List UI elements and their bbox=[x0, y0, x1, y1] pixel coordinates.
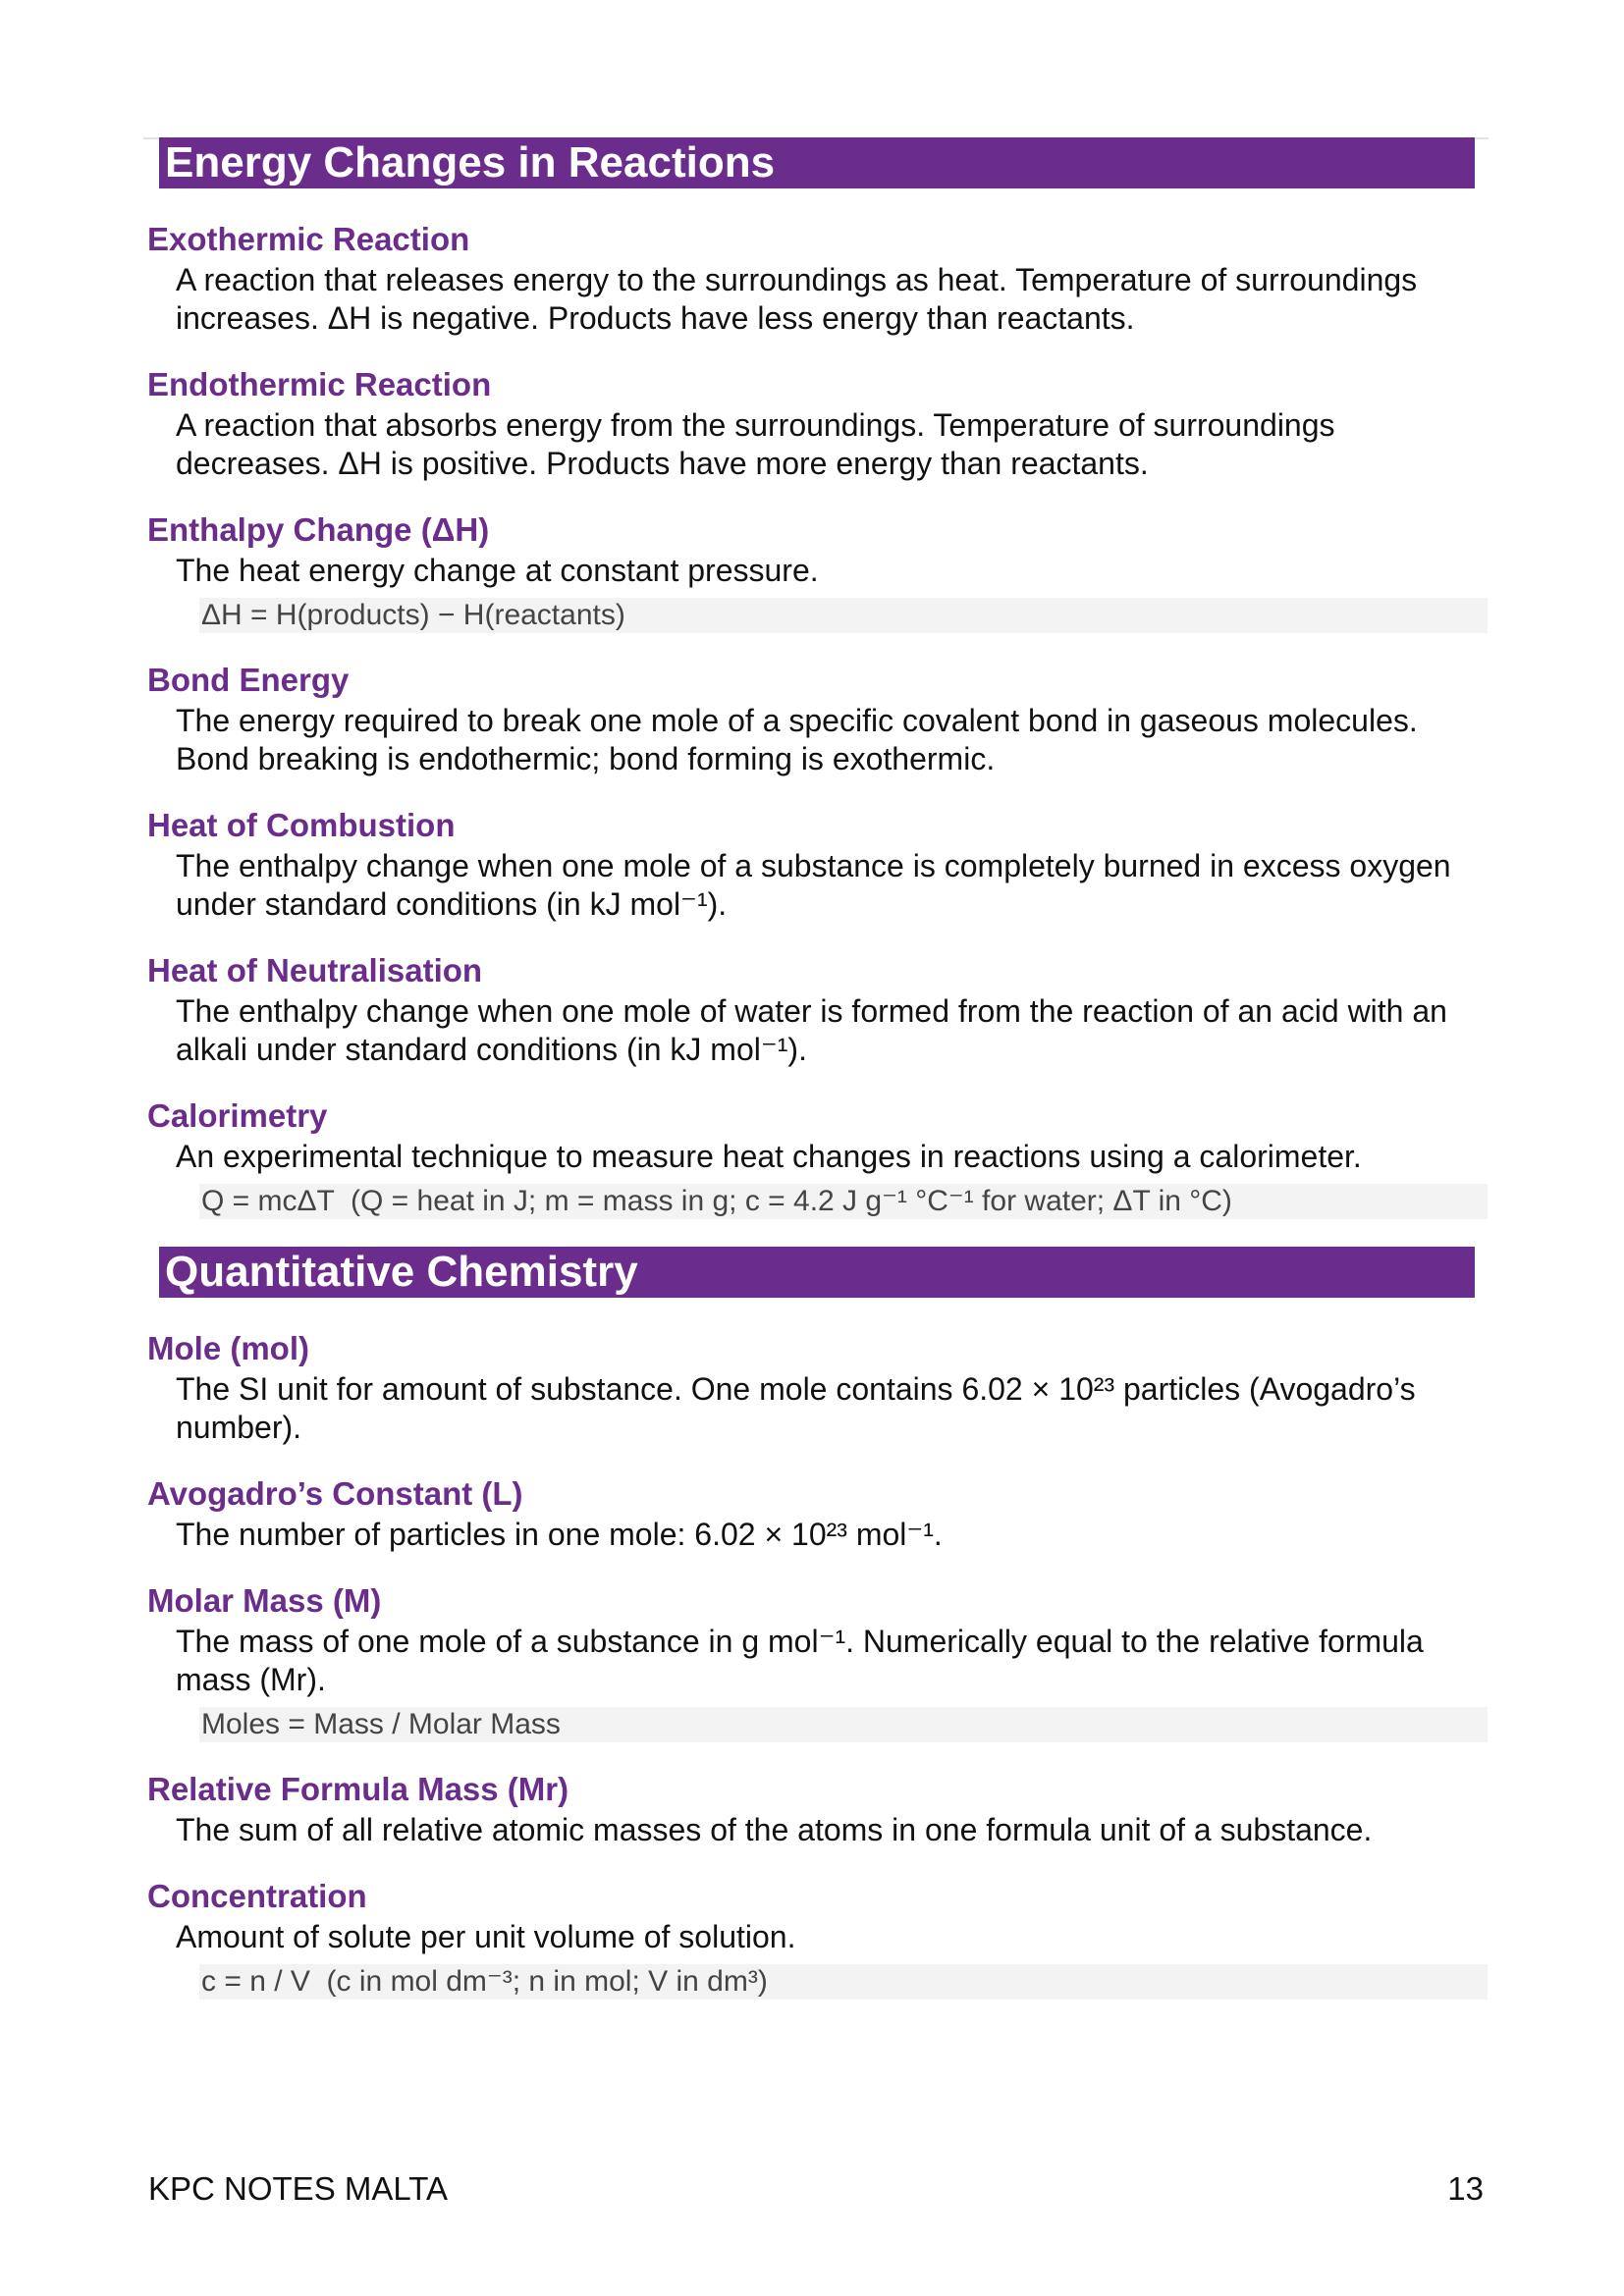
entry-term: Exothermic Reaction bbox=[147, 221, 470, 257]
section-energy-changes bbox=[147, 137, 1488, 1219]
entry-definition: The enthalpy change when one mole of water is formed from the reaction of an acid with an alkali under standard conditions (in kJ mol⁻¹). bbox=[176, 993, 1447, 1067]
entry-term: Enthalpy Change (ΔH) bbox=[147, 511, 490, 548]
entry-formula: ΔH = H(products) − H(reactants) bbox=[199, 598, 1488, 633]
entry-heat-of-neutralisation bbox=[147, 951, 1488, 1069]
entry-list bbox=[147, 220, 1488, 1219]
entry-term: Endothermic Reaction bbox=[147, 366, 492, 402]
entry-list bbox=[147, 1329, 1488, 2000]
entry-calorimetry bbox=[147, 1096, 1488, 1219]
entry-definition: The heat energy change at constant pressure. bbox=[176, 553, 819, 588]
entry-term: Bond Energy bbox=[147, 662, 350, 698]
entry-definition: A reaction that absorbs energy from the surroundings. Temperature of surroundings decreases. ΔH is positive. Products have more energy than reactants. bbox=[176, 407, 1335, 481]
entry-mole bbox=[147, 1329, 1488, 1447]
entry-definition: The sum of all relative atomic masses of the atoms in one formula unit of a substance. bbox=[176, 1812, 1373, 1847]
page-content bbox=[147, 137, 1488, 2027]
entry-exothermic bbox=[147, 220, 1488, 338]
section-title: Energy Changes in Reactions bbox=[159, 137, 1475, 188]
entry-term: Calorimetry bbox=[147, 1097, 328, 1134]
entry-term: Heat of Combustion bbox=[147, 807, 456, 843]
entry-bond-energy bbox=[147, 661, 1488, 778]
entry-definition: A reaction that releases energy to the surroundings as heat. Temperature of surroundings increases. ΔH is negative. Products have less energy than reactants. bbox=[176, 262, 1418, 336]
entry-term: Avogadro’s Constant (L) bbox=[147, 1475, 523, 1512]
entry-term: Molar Mass (M) bbox=[147, 1582, 382, 1619]
entry-definition: Amount of solute per unit volume of solution. bbox=[176, 1919, 796, 1954]
entry-avogadro-constant bbox=[147, 1474, 1488, 1554]
entry-term: Mole (mol) bbox=[147, 1330, 309, 1366]
entry-definition: The energy required to break one mole of a specific covalent bond in gaseous molecules. Bond breaking is endothermic; bond forming is exothermic. bbox=[176, 703, 1418, 776]
entry-term: Relative Formula Mass (Mr) bbox=[147, 1771, 569, 1807]
entry-heat-of-combustion bbox=[147, 806, 1488, 924]
entry-enthalpy-change bbox=[147, 510, 1488, 633]
entry-definition: The number of particles in one mole: 6.02 × 10²³ mol⁻¹. bbox=[176, 1517, 943, 1552]
entry-concentration bbox=[147, 1877, 1488, 2000]
section-title: Quantitative Chemistry bbox=[159, 1247, 1475, 1298]
section-quantitative-chemistry bbox=[147, 1247, 1488, 2000]
entry-definition: The mass of one mole of a substance in g mol⁻¹. Numerically equal to the relative formula mass (Mr). bbox=[176, 1624, 1424, 1697]
page-number: 13 bbox=[1447, 2170, 1484, 2207]
entry-definition: An experimental technique to measure heat changes in reactions using a calorimeter. bbox=[176, 1139, 1362, 1174]
entry-molar-mass bbox=[147, 1581, 1488, 1742]
entry-formula: Moles = Mass / Molar Mass bbox=[199, 1707, 1488, 1742]
entry-formula: c = n / V (c in mol dm⁻³; n in mol; V in dm³) bbox=[199, 1964, 1488, 2000]
entry-relative-formula-mass bbox=[147, 1770, 1488, 1849]
entry-definition: The enthalpy change when one mole of a substance is completely burned in excess oxygen under standard conditions (in kJ mol⁻¹). bbox=[176, 848, 1451, 922]
entry-term: Concentration bbox=[147, 1878, 367, 1914]
entry-term: Heat of Neutralisation bbox=[147, 952, 483, 988]
entry-definition: The SI unit for amount of substance. One mole contains 6.02 × 10²³ particles (Avogadro’s number). bbox=[176, 1371, 1416, 1445]
entry-endothermic bbox=[147, 365, 1488, 483]
footer-brand: KPC NOTES MALTA bbox=[148, 2170, 448, 2207]
entry-formula: Q = mcΔT (Q = heat in J; m = mass in g; c = 4.2 J g⁻¹ °C⁻¹ for water; ΔT in °C) bbox=[199, 1184, 1488, 1219]
